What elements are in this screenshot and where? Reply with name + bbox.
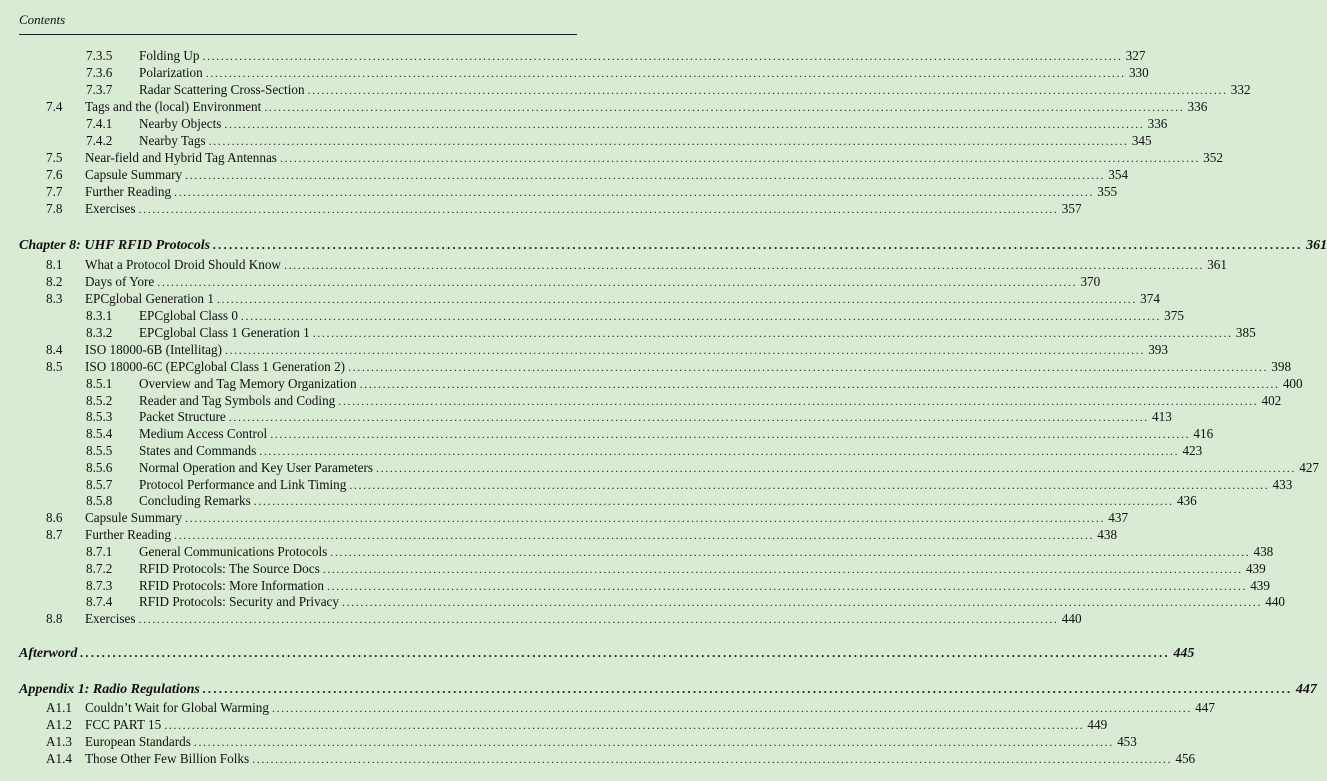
- dot-leader: ........................................................................................................................................................................................................: [253, 494, 1174, 508]
- section-number: 8.7.3: [86, 578, 113, 593]
- page-number: 393: [1148, 342, 1168, 357]
- page-number: 375: [1164, 308, 1184, 323]
- dot-leader: ........................................................................................................................................................................................................: [376, 461, 1296, 475]
- section-number: 8.8: [46, 611, 63, 626]
- toc-entry[interactable]: [46, 734, 1137, 751]
- dot-leader: ........................................................................................................................................................................................................: [80, 645, 1171, 660]
- page-number: 439: [1250, 578, 1270, 593]
- toc-entry[interactable]: [86, 308, 1184, 325]
- toc-entry[interactable]: [86, 493, 1197, 510]
- toc-entry[interactable]: [86, 393, 1282, 410]
- page-number: 385: [1235, 325, 1256, 340]
- dot-leader: ........................................................................................................................................................................................................: [279, 151, 1200, 165]
- entry-title: Further Reading: [85, 527, 172, 542]
- page-number: 357: [1061, 201, 1082, 216]
- section-number: 8.5.5: [86, 443, 113, 458]
- section-number: 7.8: [46, 201, 63, 216]
- page-number: 427: [1299, 460, 1319, 475]
- entry-title: Those Other Few Billion Folks: [85, 751, 250, 766]
- entry-title: ISO 18000-6C (EPCglobal Class 1 Generation 2): [85, 359, 346, 374]
- page-number: 440: [1061, 611, 1082, 626]
- section-number: 8.3.2: [86, 325, 113, 340]
- section-number: 8.5.7: [86, 477, 113, 492]
- page-number: 433: [1272, 477, 1293, 492]
- section-number: 8.2: [46, 274, 63, 289]
- toc-entry[interactable]: [46, 99, 1208, 116]
- section-number: A1.4: [46, 751, 73, 766]
- dot-leader: ........................................................................................................................................................................................................: [205, 66, 1126, 80]
- page-number: 327: [1125, 48, 1146, 63]
- toc-entry[interactable]: [46, 527, 1118, 544]
- toc-entry[interactable]: [86, 133, 1152, 150]
- dot-leader: ........................................................................................................................................................................................................: [312, 326, 1233, 340]
- dot-leader: ........................................................................................................................................................................................................: [213, 237, 1304, 252]
- section-number: 7.4.1: [86, 116, 113, 131]
- toc-entry[interactable]: [46, 342, 1168, 359]
- section-number: 7.3.7: [86, 82, 113, 97]
- toc-entry[interactable]: [46, 700, 1215, 717]
- toc-entry[interactable]: [46, 611, 1082, 628]
- dot-leader: ........................................................................................................................................................................................................: [240, 309, 1161, 323]
- toc-entry[interactable]: [46, 184, 1118, 201]
- dot-leader: ........................................................................................................................................................................................................: [224, 117, 1145, 131]
- section-number: 8.7.1: [86, 544, 113, 559]
- toc-entry[interactable]: [46, 751, 1196, 768]
- entry-title: Folding Up: [139, 48, 200, 63]
- toc-entry[interactable]: [86, 325, 1256, 342]
- toc-entry[interactable]: [86, 477, 1293, 494]
- page-number: 361: [1306, 238, 1327, 253]
- toc-entry[interactable]: [86, 48, 1146, 65]
- page-number: 447: [1295, 682, 1317, 697]
- dot-leader: ........................................................................................................................................................................................................: [264, 100, 1185, 114]
- page-number: 439: [1245, 561, 1266, 576]
- dot-leader: ........................................................................................................................................................................................................: [283, 258, 1204, 272]
- entry-title: Radar Scattering Cross-Section: [139, 82, 305, 97]
- section-number: 7.4.2: [86, 133, 113, 148]
- section-number: 8.5.2: [86, 393, 113, 408]
- dot-leader: ........................................................................................................................................................................................................: [322, 562, 1243, 576]
- dot-leader: ........................................................................................................................................................................................................: [307, 83, 1228, 97]
- dot-leader: ........................................................................................................................................................................................................: [202, 49, 1123, 63]
- section-number: 8.7: [46, 527, 63, 542]
- dot-leader: ........................................................................................................................................................................................................: [174, 185, 1095, 199]
- section-number: 7.3.5: [86, 48, 113, 63]
- entry-title: Protocol Performance and Link Timing: [139, 477, 347, 492]
- entry-title: Capsule Summary: [85, 167, 183, 182]
- toc-entry[interactable]: [86, 426, 1214, 443]
- entry-title: EPCglobal Generation 1: [85, 291, 214, 306]
- page-number: 398: [1271, 359, 1292, 374]
- entry-title: Exercises: [85, 611, 136, 626]
- entry-title: Couldn’t Wait for Global Warming: [85, 700, 269, 715]
- dot-leader: ........................................................................................................................................................................................................: [270, 427, 1191, 441]
- dot-leader: ........................................................................................................................................................................................................: [138, 612, 1059, 626]
- section-number: 7.5: [46, 150, 63, 165]
- dot-leader: ........................................................................................................................................................................................................: [138, 202, 1059, 216]
- page-number: 402: [1261, 393, 1282, 408]
- page-number: 438: [1253, 544, 1274, 559]
- toc-chapter-entry[interactable]: [19, 645, 1195, 662]
- section-number: 8.6: [46, 510, 63, 525]
- toc-chapter-entry[interactable]: [19, 681, 1317, 698]
- page-number: 336: [1147, 116, 1168, 131]
- section-number: 8.1: [46, 257, 63, 272]
- entry-title: Polarization: [139, 65, 203, 80]
- page-number: 423: [1182, 443, 1203, 458]
- toc-entry[interactable]: [86, 460, 1319, 477]
- section-number: 8.5.4: [86, 426, 113, 441]
- page-number: 437: [1108, 510, 1129, 525]
- entry-title: Medium Access Control: [139, 426, 268, 441]
- dot-leader: ........................................................................................................................................................................................................: [185, 168, 1106, 182]
- running-head: Contents: [19, 12, 66, 27]
- section-number: 8.5: [46, 359, 63, 374]
- dot-leader: ........................................................................................................................................................................................................: [174, 528, 1095, 542]
- toc-chapter-entry[interactable]: [19, 237, 1327, 254]
- entry-title: FCC PART 15: [85, 717, 162, 732]
- entry-title: Packet Structure: [139, 409, 226, 424]
- page-number: 332: [1230, 82, 1251, 97]
- dot-leader: ........................................................................................................................................................................................................: [338, 394, 1259, 408]
- section-number: 8.7.2: [86, 561, 113, 576]
- entry-title: Exercises: [85, 201, 136, 216]
- entry-title: EPCglobal Class 1 Generation 1: [139, 325, 310, 340]
- toc-entry[interactable]: [46, 201, 1082, 218]
- entry-title: Normal Operation and Key User Parameters: [139, 460, 373, 475]
- dot-leader: ........................................................................................................................................................................................................: [224, 343, 1145, 357]
- entry-title: Days of Yore: [85, 274, 155, 289]
- toc-entry[interactable]: [86, 116, 1168, 133]
- page-number: 352: [1203, 150, 1223, 165]
- dot-leader: ........................................................................................................................................................................................................: [271, 701, 1192, 715]
- dot-leader: ........................................................................................................................................................................................................: [359, 377, 1280, 391]
- section-number: 7.3.6: [86, 65, 113, 80]
- toc-entry[interactable]: [46, 510, 1129, 527]
- entry-title: Near-field and Hybrid Tag Antennas: [85, 150, 277, 165]
- page-number: 370: [1080, 274, 1101, 289]
- entry-title: Nearby Objects: [139, 116, 222, 131]
- toc-entry[interactable]: [46, 359, 1292, 376]
- entry-title: Capsule Summary: [85, 510, 183, 525]
- page-number: 436: [1176, 493, 1197, 508]
- toc-entry[interactable]: [86, 376, 1303, 393]
- entry-title: Tags and the (local) Environment: [85, 99, 262, 114]
- toc-entry[interactable]: [86, 561, 1266, 578]
- toc-entry[interactable]: [46, 717, 1108, 734]
- dot-leader: ........................................................................................................................................................................................................: [330, 545, 1251, 559]
- entry-title: Further Reading: [85, 184, 172, 199]
- entry-title: Reader and Tag Symbols and Coding: [139, 393, 336, 408]
- entry-title: Concluding Remarks: [139, 493, 251, 508]
- section-number: 8.4: [46, 342, 63, 357]
- page-number: 345: [1131, 133, 1152, 148]
- section-number: 8.5.1: [86, 376, 113, 391]
- toc-entry[interactable]: [86, 65, 1149, 82]
- section-number: 8.3: [46, 291, 63, 306]
- entry-title: ISO 18000-6B (Intellitag): [85, 342, 222, 357]
- dot-leader: ........................................................................................................................................................................................................: [342, 595, 1262, 609]
- section-number: 8.5.6: [86, 460, 113, 475]
- section-number: 8.3.1: [86, 308, 113, 323]
- section-number: 8.5.8: [86, 493, 113, 508]
- dot-leader: ........................................................................................................................................................................................................: [157, 275, 1078, 289]
- dot-leader: ........................................................................................................................................................................................................: [259, 444, 1180, 458]
- page-number: 361: [1207, 257, 1227, 272]
- toc-entry[interactable]: [86, 443, 1203, 460]
- section-number: 7.4: [46, 99, 63, 114]
- page-number: 355: [1097, 184, 1118, 199]
- toc-entry[interactable]: [86, 578, 1270, 595]
- page-number: 440: [1265, 594, 1285, 609]
- page-number: 453: [1117, 734, 1137, 749]
- page-number: 400: [1282, 376, 1303, 391]
- page-number: 447: [1195, 700, 1215, 715]
- entry-title: RFID Protocols: The Source Docs: [139, 561, 320, 576]
- section-number: 8.7.4: [86, 594, 113, 609]
- toc-entry[interactable]: [46, 150, 1223, 167]
- entry-title: Appendix 1: Radio Regulations: [19, 682, 200, 697]
- toc-entry[interactable]: [46, 167, 1129, 184]
- page-number: 336: [1187, 99, 1208, 114]
- header-rule: [19, 34, 577, 35]
- toc-entry[interactable]: [86, 82, 1251, 99]
- dot-leader: ........................................................................................................................................................................................................: [208, 134, 1129, 148]
- dot-leader: ........................................................................................................................................................................................................: [193, 735, 1114, 749]
- dot-leader: ........................................................................................................................................................................................................: [228, 410, 1149, 424]
- toc-entry[interactable]: [46, 257, 1227, 274]
- dot-leader: ........................................................................................................................................................................................................: [164, 718, 1085, 732]
- entry-title: EPCglobal Class 0: [139, 308, 238, 323]
- entry-title: General Communications Protocols: [139, 544, 328, 559]
- entry-title: RFID Protocols: More Information: [139, 578, 324, 593]
- entry-title: RFID Protocols: Security and Privacy: [139, 594, 339, 609]
- page-number: 330: [1128, 65, 1149, 80]
- section-number: 7.7: [46, 184, 63, 199]
- page-number: 445: [1173, 646, 1195, 661]
- entry-title: Overview and Tag Memory Organization: [139, 376, 357, 391]
- page-number: 438: [1097, 527, 1118, 542]
- toc-entry[interactable]: [46, 274, 1101, 291]
- section-number: 7.6: [46, 167, 63, 182]
- entry-title: Nearby Tags: [139, 133, 206, 148]
- toc-entry[interactable]: [86, 409, 1172, 426]
- page-number: 456: [1175, 751, 1196, 766]
- dot-leader: ........................................................................................................................................................................................................: [349, 478, 1270, 492]
- entry-title: States and Commands: [139, 443, 257, 458]
- toc-entry[interactable]: [86, 544, 1274, 561]
- dot-leader: ........................................................................................................................................................................................................: [202, 681, 1293, 696]
- entry-title: Afterword: [19, 646, 78, 661]
- dot-leader: ........................................................................................................................................................................................................: [326, 579, 1247, 593]
- page-number: 374: [1140, 291, 1160, 306]
- dot-leader: ........................................................................................................................................................................................................: [216, 292, 1137, 306]
- page-number: 413: [1152, 409, 1172, 424]
- dot-leader: ........................................................................................................................................................................................................: [185, 511, 1106, 525]
- page-number: 449: [1087, 717, 1108, 732]
- entry-title: European Standards: [85, 734, 191, 749]
- toc-entry[interactable]: [46, 291, 1160, 308]
- entry-title: What a Protocol Droid Should Know: [85, 257, 281, 272]
- section-number: A1.3: [46, 734, 73, 749]
- dot-leader: ........................................................................................................................................................................................................: [348, 360, 1269, 374]
- toc-entry[interactable]: [86, 594, 1285, 611]
- section-number: A1.2: [46, 717, 73, 732]
- page-number: 354: [1108, 167, 1129, 182]
- dot-leader: ........................................................................................................................................................................................................: [252, 752, 1173, 766]
- section-number: 8.5.3: [86, 409, 113, 424]
- section-number: A1.1: [46, 700, 73, 715]
- page-number: 416: [1193, 426, 1214, 441]
- entry-title: Chapter 8: UHF RFID Protocols: [19, 238, 211, 253]
